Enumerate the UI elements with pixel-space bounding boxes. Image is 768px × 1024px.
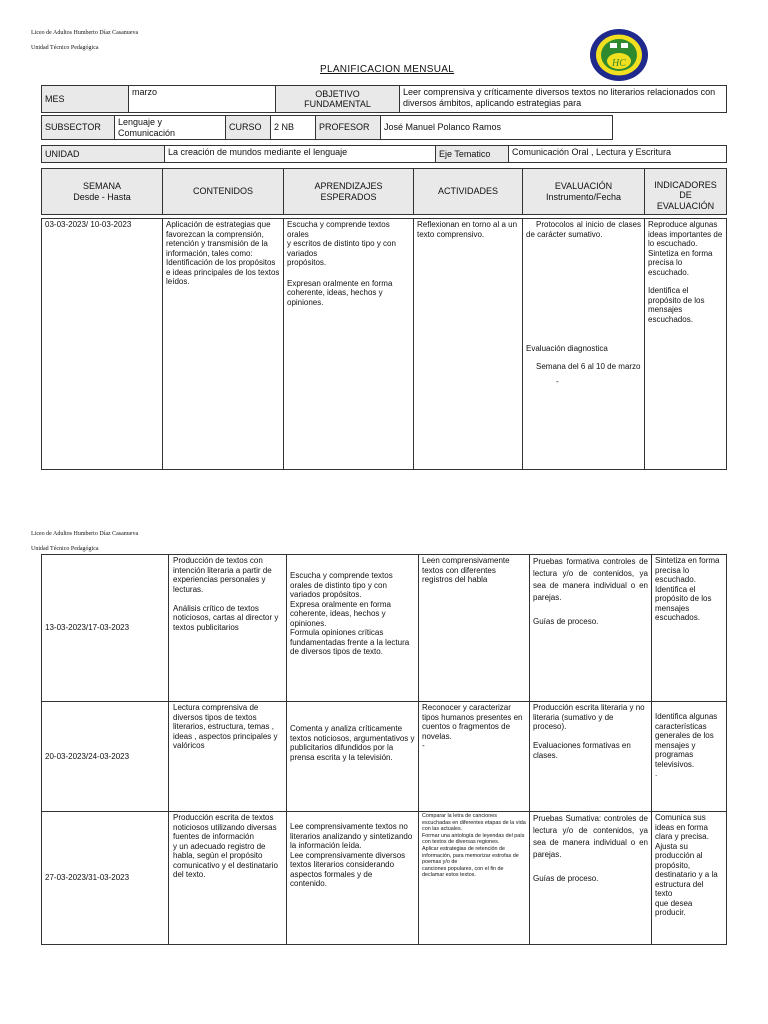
evaluacion-cell: Pruebas Sumativa: controles de lectura y/o de contenidos, ya sea de manera individual o en parejas. Guías de proceso.: [530, 812, 652, 945]
subsector-label: SUBSECTOR: [42, 116, 115, 140]
col-actividades: ACTIVIDADES: [414, 169, 523, 215]
aprendizajes-cell: Lee comprensivamente textos no literarios analizando y sintetizando la información leída. Lee comprensivamente diversos textos literarios considerando aspectos formales y de contenido.: [287, 812, 419, 945]
unidad-label: UNIDAD: [42, 146, 165, 163]
unit-name: Unidad Técnico Pedagógica: [31, 45, 99, 51]
svg-text:HC: HC: [612, 58, 626, 69]
contenidos-cell: Producción de textos con intención literaria a partir de experiencias personales y lecturas. Análisis crítico de textos noticiosos, cartas al director y textos publicitarios: [169, 555, 287, 702]
info-table-mes: [41, 85, 727, 113]
unidad-value: La creación de mundos mediante el lenguaje: [165, 146, 436, 163]
planning-table-page2: [41, 554, 727, 945]
info-table-unidad: [41, 145, 727, 163]
table-row: [42, 812, 727, 945]
actividades-cell: Reconocer y caracterizar tipos humanos presentes en cuentos o fragmentos de novelas. -: [419, 702, 530, 812]
actividades-cell: Leen comprensivamente textos con diferentes registros del habla: [419, 555, 530, 702]
col-aprendizajes: APRENDIZAJES ESPERADOS: [284, 169, 414, 215]
contenidos-cell: Aplicación de estrategias que favorezcan la comprensión, retención y transmisión de la información, tales como: Identificación de los propósitos e ideas principales de los textos leídos.: [163, 219, 284, 470]
aprendizajes-cell: Escucha y comprende textos orales y escritos de distinto tipo y con variados propósitos. Expresan oralmente en forma coherente, ideas, hechos y opiniones.: [284, 219, 414, 470]
semana-cell: 13-03-2023/17-03-2023: [42, 555, 169, 702]
mes-label: MES: [42, 86, 129, 113]
table-row: [42, 702, 727, 812]
eje-value: Comunicación Oral , Lectura y Escritura: [509, 146, 727, 163]
indicadores-cell: Sintetiza en forma precisa lo escuchado. Identifica el propósito de los mensajes escuchados.: [652, 555, 727, 702]
unit-name-page2: Unidad Técnico Pedagógica: [31, 546, 99, 552]
aprendizajes-cell: Comenta y analiza críticamente textos noticiosos, argumentativos y publicitarios difundidos por la prensa escrita y la televisión.: [287, 702, 419, 812]
semana-cell: 27-03-2023/31-03-2023: [42, 812, 169, 945]
semana-cell: 03-03-2023/ 10-03-2023: [42, 219, 163, 470]
objetivo-label: OBJETIVO FUNDAMENTAL: [276, 86, 400, 113]
profesor-value: José Manuel Polanco Ramos: [381, 116, 613, 140]
table-row: [42, 555, 727, 702]
evaluacion-cell: Protocolos al inicio de clases de carácter sumativo. Evaluación diagnostica Semana del 6 al 10 de marzo -: [523, 219, 645, 470]
profesor-label: PROFESOR: [316, 116, 381, 140]
school-logo-icon: [588, 27, 650, 83]
curso-value: 2 NB: [271, 116, 316, 140]
col-indicadores: INDICADORES DE EVALUACIÓN: [645, 169, 727, 215]
subsector-value: Lenguaje y Comunicación: [115, 116, 226, 140]
col-semana: SEMANA Desde - Hasta: [42, 169, 163, 215]
semana-cell: 20-03-2023/24-03-2023: [42, 702, 169, 812]
objetivo-value: Leer comprensiva y críticamente diversos textos no literarios relacionados con diversos ámbitos, aplicando estrategias para: [400, 86, 727, 113]
indicadores-cell: Reproduce algunas ideas importantes de lo escuchado. Sintetiza en forma precisa lo escuchado. Identifica el propósito de los mensajes escuchados.: [645, 219, 727, 470]
page-title: PLANIFICACION MENSUAL: [320, 64, 455, 75]
col-contenidos: CONTENIDOS: [163, 169, 284, 215]
aprendizajes-cell: Escucha y comprende textos orales de distinto tipo y con variados propósitos. Expresa oralmente en forma coherente, ideas, hechos y opiniones. Formula opiniones críticas fundamentadas frente a la lectura de diversos tipos de texto.: [287, 555, 419, 702]
table-row: [42, 219, 727, 470]
school-name: Liceo de Adultos Humberto Díaz Casanueva: [31, 30, 139, 36]
indicadores-cell: Comunica sus ideas en forma clara y precisa. Ajusta su producción al propósito, destinatario y a la estructura del texto que desea producir.: [652, 812, 727, 945]
col-evaluacion: EVALUACIÓN Instrumento/Fecha: [523, 169, 645, 215]
contenidos-cell: Lectura comprensiva de diversos tipos de textos literarios, estructura, temas , ideas , aspectos principales y valóricos: [169, 702, 287, 812]
mes-value: marzo: [129, 86, 276, 113]
actividades-cell: Comparar la letra de canciones escuchadas en diferentes etapas de la vida con las actuales. Formar una antología de leyendas del país con textos de diversas regiones. Aplicar estrategias de retención de información, para memorizar estrofas de poemas y/o de canciones populares, con el fin de declamar estos textos.: [419, 812, 530, 945]
indicadores-cell: Identifica algunas características generales de los mensajes y programas televisivos. .: [652, 702, 727, 812]
planning-table-page1: [41, 168, 727, 470]
evaluacion-cell: Pruebas formativa controles de lectura y/o de contenidos, ya sea de manera individual o en parejas. Guías de proceso.: [530, 555, 652, 702]
evaluacion-cell: Producción escrita literaria y no literaria (sumativo y de proceso). Evaluaciones formativas en clases.: [530, 702, 652, 812]
info-table-subsector: [41, 115, 613, 140]
curso-label: CURSO: [226, 116, 271, 140]
school-name-page2: Liceo de Adultos Humberto Díaz Casanueva: [31, 531, 139, 537]
actividades-cell: Reflexionan en torno al a un texto comprensivo.: [414, 219, 523, 470]
contenidos-cell: Producción escrita de textos noticiosos utilizando diversas fuentes de información y un adecuado registro de habla, según el propósito comunicativo y el destinatario del texto.: [169, 812, 287, 945]
eje-label: Eje Tematico: [436, 146, 509, 163]
